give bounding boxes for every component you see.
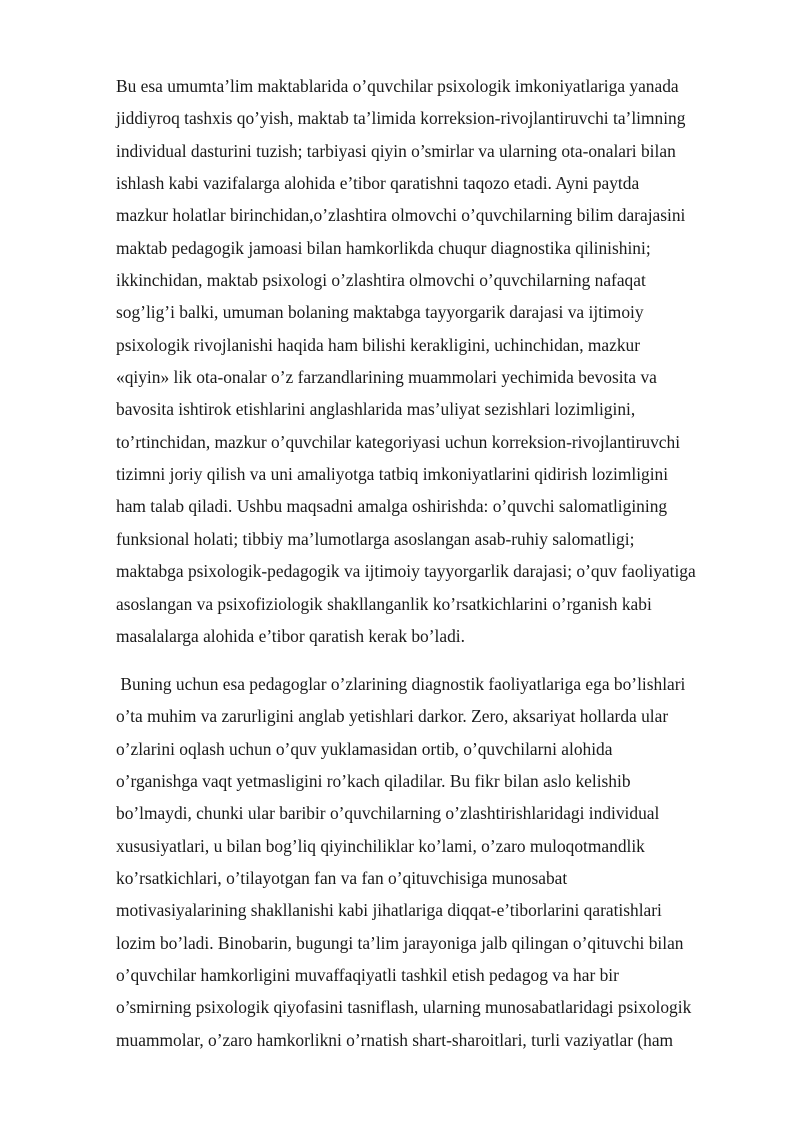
text-line: maktab pedagogik jamoasi bilan hamkorlikda chuqur diagnostika qilinishini; [116,237,651,258]
text-line: Buning uchun esa pedagoglar o’zlarining diagnostik faoliyatlariga ega bo’lishlari [116,674,686,694]
text-line: motivasiyalarining shakllanishi kabi jihatlariga diqqat-e’tiborlarini qaratishlari [116,900,662,921]
text-line: muammolar, o’zaro hamkorlikni o’rnatish shart-sharoitlari, turli vaziyatlar (ham [116,1029,674,1050]
text-line: o’ta muhim va zarurligini anglab yetishlari darkor. Zero, aksariyat hollarda ular [116,706,669,727]
text-line: bo’lmaydi, chunki ular baribir o’quvchilarning o’zlashtirishlaridagi individual [116,803,660,824]
text-line: individual dasturini tuzish; tarbiyasi qiyin o’smirlar va ularning ota-onalari bilan [116,140,676,161]
text-line: Bu esa umumta’lim maktablarida o’quvchilar psixologik imkoniyatlariga yanada [116,76,679,96]
text-line: o’zlarini oqlash uchun o’quv yuklamasidan ortib, o’quvchilarni alohida [116,738,613,759]
paragraph-2 [116,668,756,1056]
text-line: psixologik rivojlanishi haqida ham bilishi kerakligini, uchinchidan, mazkur [116,334,641,355]
text-line: lozim bo’ladi. Binobarin, bugungi ta’lim jarayoniga jalb qilingan o’qituvchi bilan [116,932,684,953]
text-line: ko’rsatkichlari, o’tilayotgan fan va fan o’qituvchisiga munosabat [116,868,568,889]
text-line: jiddiyroq tashxis qo’yish, maktab ta’limida korreksion-rivojlantiruvchi ta’limning [116,108,686,129]
text-line: tizimni joriy qilish va uni amaliyotga tatbiq imkoniyatlarini qidirish lozimligini [116,464,669,485]
text-line: to’rtinchidan, mazkur o’quvchilar kategoriyasi uchun korreksion-rivojlantiruvchi [116,431,681,452]
text-line: o’quvchilar hamkorligini muvaffaqiyatli tashkil etish pedagog va har bir [116,965,619,986]
text-line: maktabga psixologik-pedagogik va ijtimoiy tayyorgarlik darajasi; o’quv faoliyatiga [116,561,696,582]
text-line: sog’lig’i balki, umuman bolaning maktabga tayyorgarik darajasi va ijtimoiy [116,302,644,323]
text-line: o’rganishga vaqt yetmasligini ro’kach qiladilar. Bu fikr bilan aslo kelishib [116,771,631,792]
text-line: ham talab qiladi. Ushbu maqsadni amalga oshirishda: o’quvchi salomatligining [116,496,668,517]
text-line: masalalarga alohida e’tibor qaratish kerak bo’ladi. [116,625,465,646]
text-line: ikkinchidan, maktab psixologi o’zlashtira olmovchi o’quvchilarning nafaqat [116,270,646,291]
text-line: funksional holati; tibbiy ma’lumotlarga asoslangan asab-ruhiy salomatligi; [116,528,635,549]
text-line: ishlash kabi vazifalarga alohida e’tibor qaratishni taqozo etadi. Ayni paytda [116,173,640,194]
text-line: xususiyatlari, u bilan bog’liq qiyinchiliklar ko’lami, o’zaro muloqotmandlik [116,835,645,856]
text-line: bavosita ishtirok etishlarini anglashlarida mas’uliyat sezishlari lozimligini, [116,399,636,420]
text-line: «qiyin» lik ota-onalar o’z farzandlarining muammolari yechimida bevosita va [116,367,657,388]
text-line: mazkur holatlar birinchidan,o’zlashtira olmovchi o’quvchilarning bilim darajasini [116,205,686,226]
text-line: o’smirning psixologik qiyofasini tasniflash, ularning munosabatlaridagi psixologik [116,997,692,1018]
text-line: asoslangan va psixofiziologik shakllanganlik ko’rsatkichlarini o’rganish kabi [116,593,652,614]
paragraph-1 [116,70,756,652]
